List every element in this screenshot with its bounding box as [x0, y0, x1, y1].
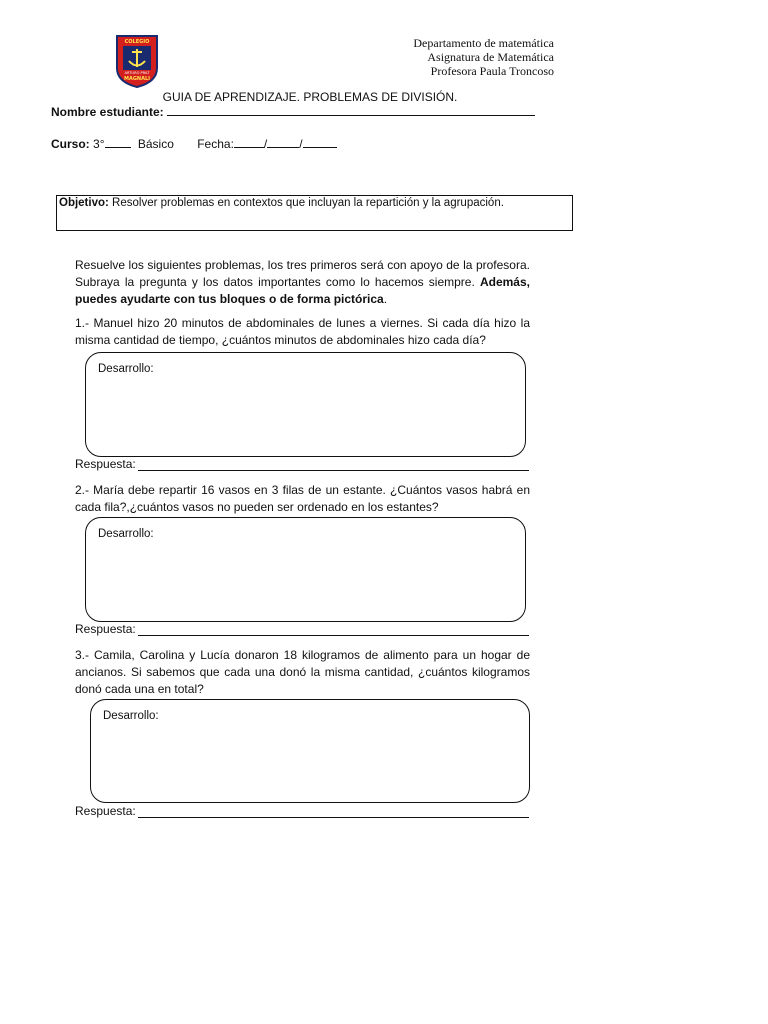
problem-3-answer-label: Respuesta: — [75, 804, 136, 818]
objective-label: Objetivo: — [59, 197, 109, 209]
date-label: Fecha: — [197, 137, 234, 151]
instructions-end: . — [383, 292, 388, 306]
problem-3-text: 3.- Camila, Carolina y Lucía donaron 18 kilogramos de alimento para un hogar de ancianos. Si sabemos que cada una donó la misma cantidad, ¿cuántos kilogramos donó cada una en total? — [75, 648, 530, 696]
course-date-row — [51, 136, 337, 151]
logo-text-bottom: MAGNALI — [123, 76, 151, 82]
course-value: 3° — [93, 137, 105, 151]
student-name-label: Nombre estudiante: — [51, 105, 164, 119]
student-name-field[interactable] — [167, 104, 535, 116]
logo-text-top: COLEGIO — [124, 39, 150, 45]
problem-1-text: 1.- Manuel hizo 20 minutos de abdominales de lunes a viernes. Si cada día hizo la misma cantidad de tiempo, ¿cuántos minutos de abdominales hizo cada día? — [75, 316, 530, 347]
course-section-field[interactable] — [105, 136, 131, 148]
objective-box — [56, 195, 573, 231]
logo-text-mid: ARTURO PRAT — [124, 71, 150, 75]
date-month-field[interactable] — [267, 136, 299, 148]
department-header — [413, 36, 554, 78]
problem-1-work-label: Desarrollo: — [98, 363, 154, 375]
problem-3-answer-field[interactable] — [138, 817, 529, 818]
instructions-bold: Además, puedes ayudarte con tus bloques o de forma pictórica — [75, 275, 530, 306]
problem-2-answer-field[interactable] — [138, 635, 529, 636]
problem-2-work-area[interactable] — [85, 517, 526, 622]
problem-2-work-label: Desarrollo: — [98, 528, 154, 540]
problem-1-answer-field[interactable] — [138, 470, 529, 471]
school-logo — [115, 34, 159, 88]
problem-2-answer-label: Respuesta: — [75, 622, 136, 636]
subject-name: Asignatura de Matemática — [427, 50, 554, 64]
course-level: Básico — [137, 137, 174, 151]
date-separator: / — [263, 137, 268, 151]
objective-text: Resolver problemas en contextos que incluyan la repartición y la agrupación. — [112, 197, 504, 209]
problem-1-work-area[interactable] — [85, 352, 526, 457]
student-name-row — [51, 104, 535, 119]
date-separator: / — [299, 137, 303, 151]
instructions-text: Resuelve los siguientes problemas, los tres primeros será con apoyo de la profesora. Subraya la pregunta y los datos importantes como lo hacemos siempre. — [75, 258, 530, 289]
date-day-field[interactable] — [234, 136, 264, 148]
course-label: Curso: — [51, 137, 90, 151]
page-title: GUIA DE APRENDIZAJE. PROBLEMAS DE DIVISIÓN. — [162, 90, 458, 104]
date-year-field[interactable] — [303, 136, 337, 148]
problem-3-work-label: Desarrollo: — [103, 710, 159, 722]
problem-3-work-area[interactable] — [90, 699, 530, 803]
instructions — [75, 257, 530, 308]
problem-2-text: 2.- María debe repartir 16 vasos en 3 filas de un estante. ¿Cuántos vasos habrá en cada fila?,¿cuántos vasos no pueden ser ordenado en los estantes? — [75, 483, 530, 514]
department-name: Departamento de matemática — [413, 36, 554, 50]
teacher-name: Profesora Paula Troncoso — [430, 64, 554, 78]
problem-1-answer-label: Respuesta: — [75, 457, 136, 471]
